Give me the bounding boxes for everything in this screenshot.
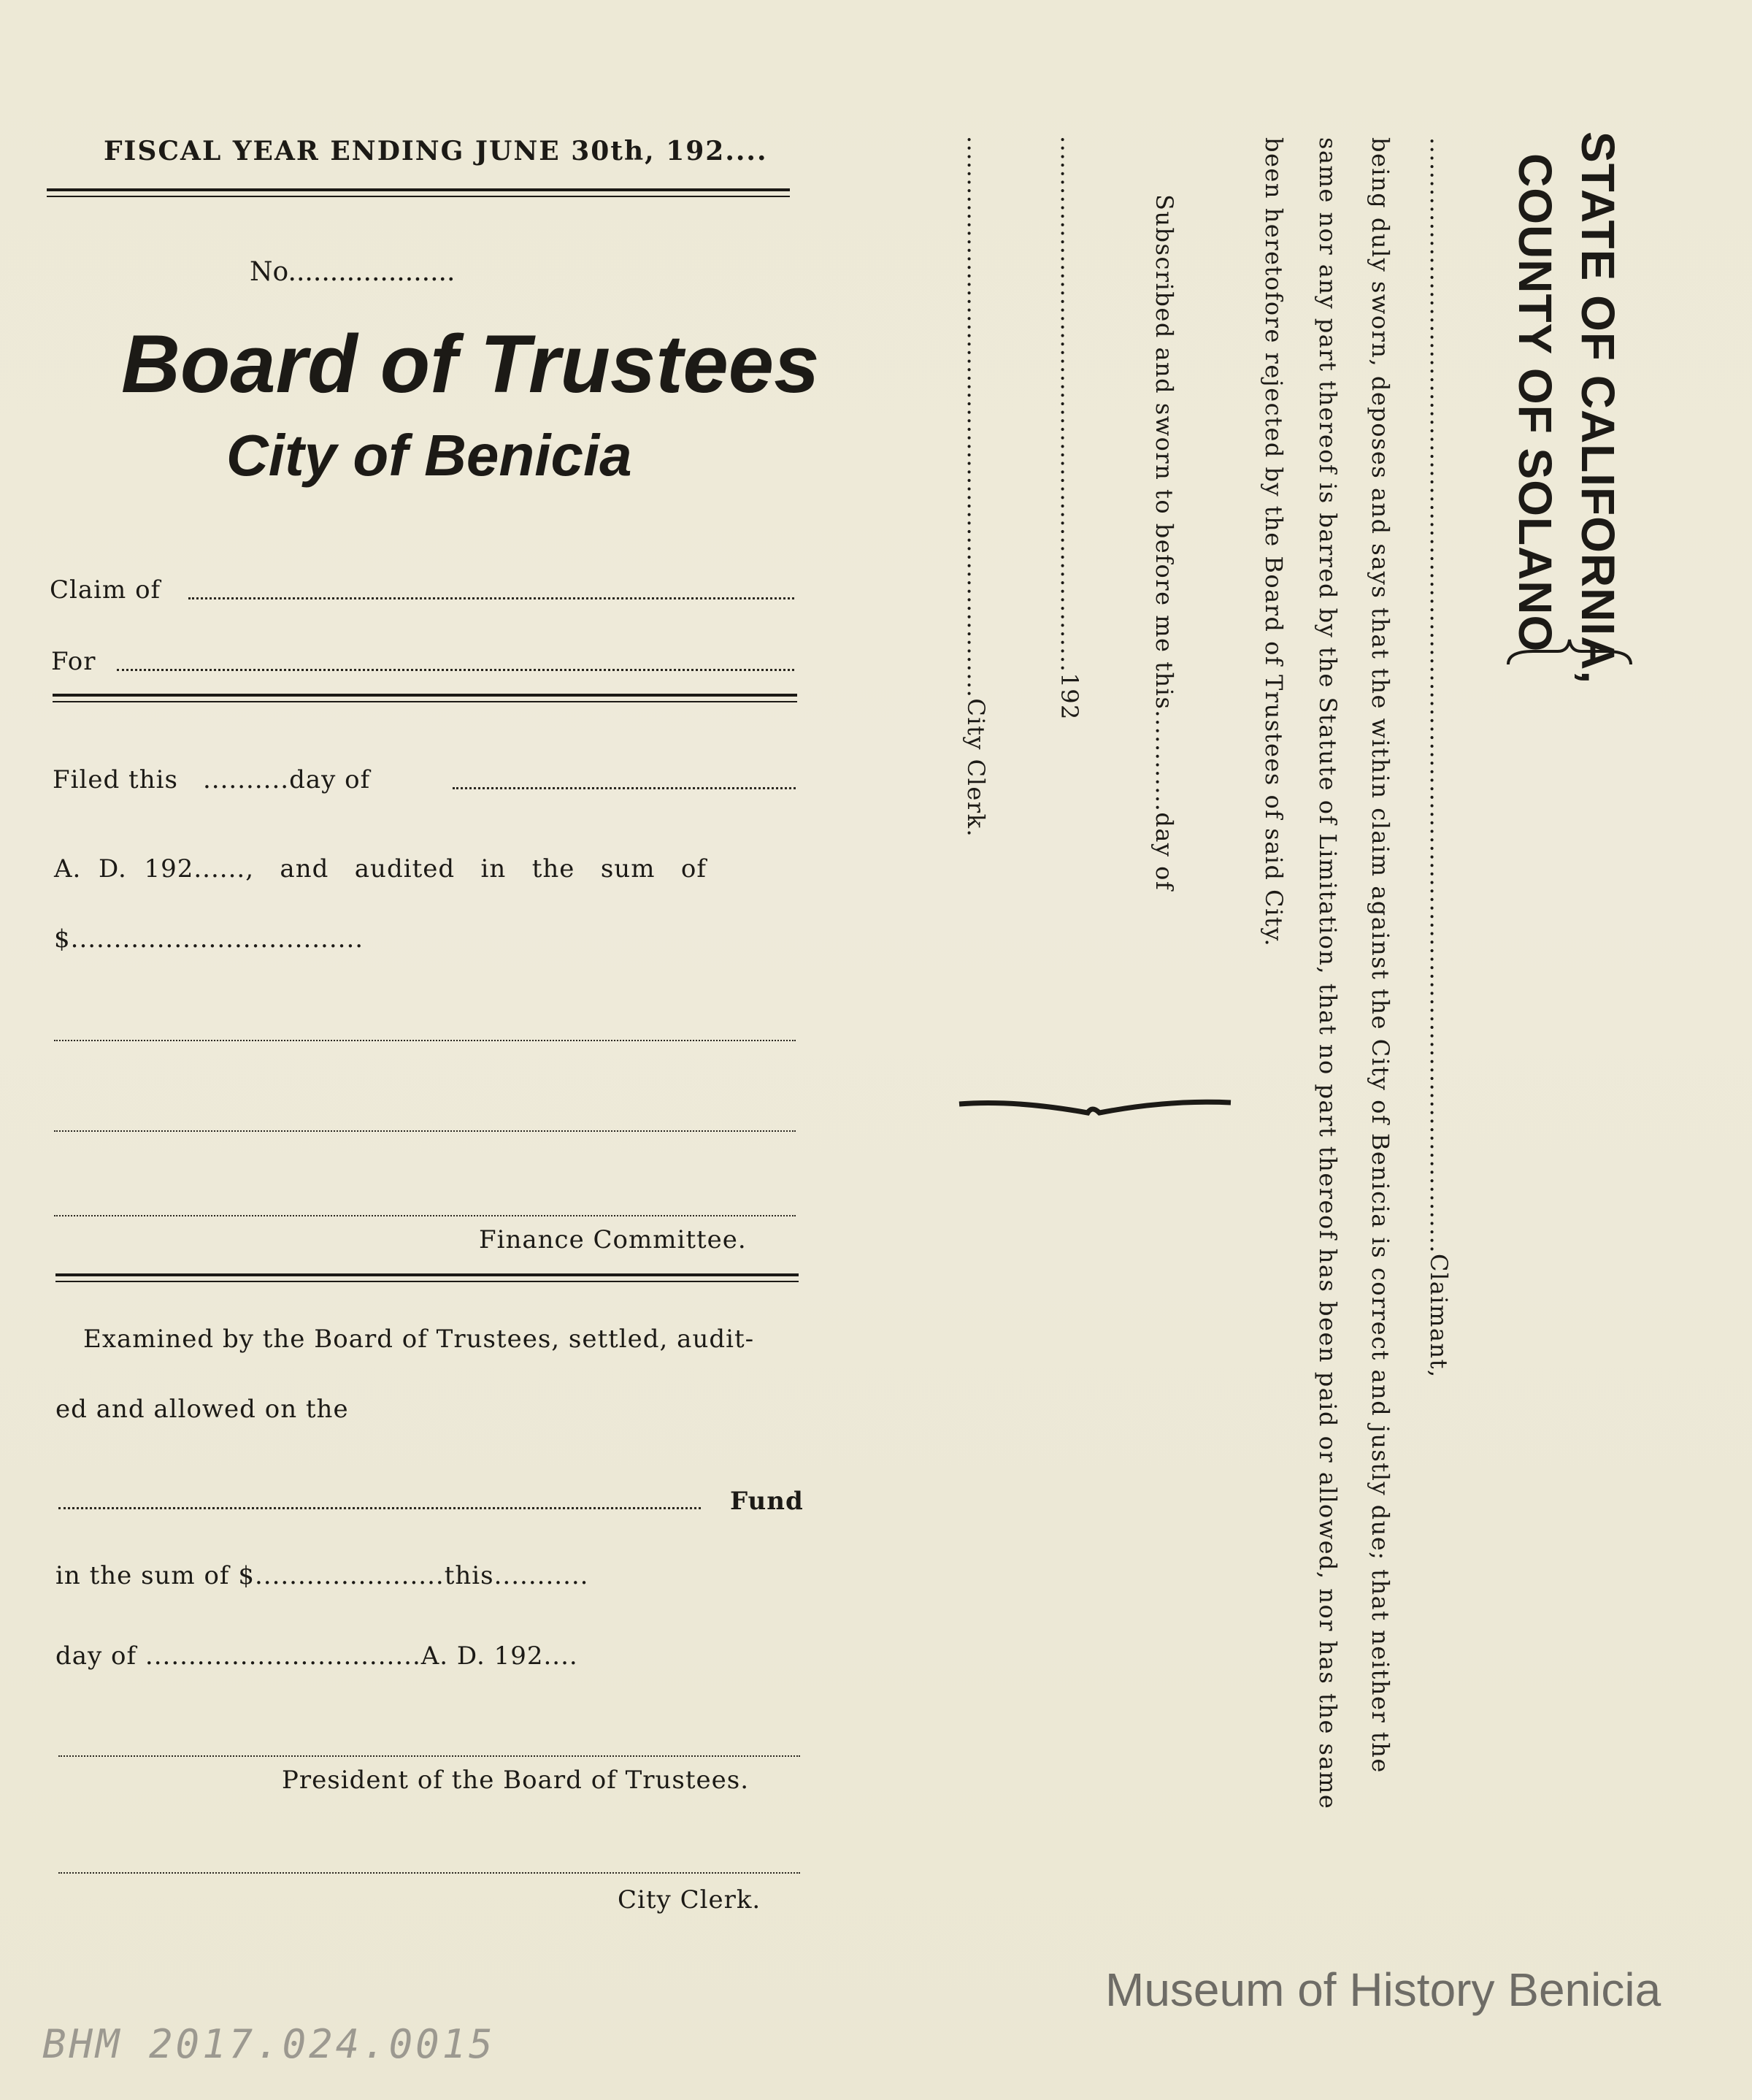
for-line (117, 669, 794, 671)
accession-number: BHM 2017.024.0015 (42, 2021, 496, 2067)
lower-double-rule-b (55, 1281, 799, 1282)
finance-signature-line-1 (54, 1040, 796, 1041)
subscribed-line: Subscribed and sworn to before me this............day of (1150, 194, 1178, 892)
city-clerk-label: City Clerk. (618, 1885, 761, 1915)
president-label: President of the Board of Trustees. (282, 1766, 750, 1795)
county-heading: COUNTY OF SOLANO (1509, 153, 1561, 653)
museum-watermark: Museum of History Benicia (1105, 1963, 1661, 2016)
year-line: ...............................................................192 (1056, 136, 1083, 721)
claim-of-label: Claim of (50, 575, 161, 605)
mid-double-rule-a (53, 694, 797, 697)
president-signature-line (58, 1755, 800, 1757)
lower-double-rule-a (55, 1273, 799, 1276)
fund-label: Fund (730, 1487, 804, 1516)
finance-committee-label: Finance Committee. (479, 1225, 747, 1254)
form-title: Board of Trustees (121, 318, 820, 410)
finance-signature-line-2 (54, 1130, 796, 1132)
affidavit-body-line-2: same nor any part thereof is barred by the Statute of Limitation, that no part thereof has been paid or allowed, nor has the same (1314, 137, 1342, 1810)
fund-line (58, 1507, 701, 1509)
affidavit-body-line-1: being duly sworn, deposes and says that the within claim against the City of Benicia is correct and justly due; that neither the (1367, 137, 1394, 1774)
for-label: For (51, 647, 96, 676)
finance-signature-line-3 (54, 1215, 796, 1216)
bottom-brace-icon (956, 1092, 1234, 1129)
affidavit-body-line-3: been heretofore rejected by the Board of Trustees of said City. (1260, 137, 1288, 948)
fiscal-year-heading: FISCAL YEAR ENDING JUNE 30th, 192.... (104, 136, 768, 166)
day-of-line: day of ................................A. D. 192.... (55, 1641, 578, 1671)
state-heading: STATE OF CALIFORNIA, (1572, 131, 1624, 685)
filed-month-line (453, 787, 796, 789)
top-double-rule-a (47, 188, 790, 191)
filed-this-label: Filed this (53, 765, 178, 794)
city-clerk-line: ..................................................................City Clerk. (962, 136, 990, 838)
filed-day-of-label: ..........day of (203, 765, 371, 794)
ad-audited-line: A. D. 192......, and audited in the sum of (54, 854, 707, 884)
dollar-line: $.................................. (54, 924, 364, 954)
claim-number-label: No.................... (250, 257, 456, 287)
county-brace-icon (1504, 635, 1635, 672)
sum-line: in the sum of $......................this........... (55, 1561, 589, 1590)
form-subtitle: City of Benicia (226, 423, 632, 488)
clerk-signature-line (58, 1872, 800, 1874)
examined-line-1: Examined by the Board of Trustees, settled, audit- (83, 1325, 755, 1354)
claimant-line: ...................................................................................................................................Claimant, (1425, 137, 1453, 1379)
mid-double-rule-b (53, 701, 797, 702)
top-double-rule-b (47, 196, 790, 197)
examined-line-2: ed and allowed on the (55, 1395, 349, 1424)
claim-of-line (188, 597, 794, 599)
